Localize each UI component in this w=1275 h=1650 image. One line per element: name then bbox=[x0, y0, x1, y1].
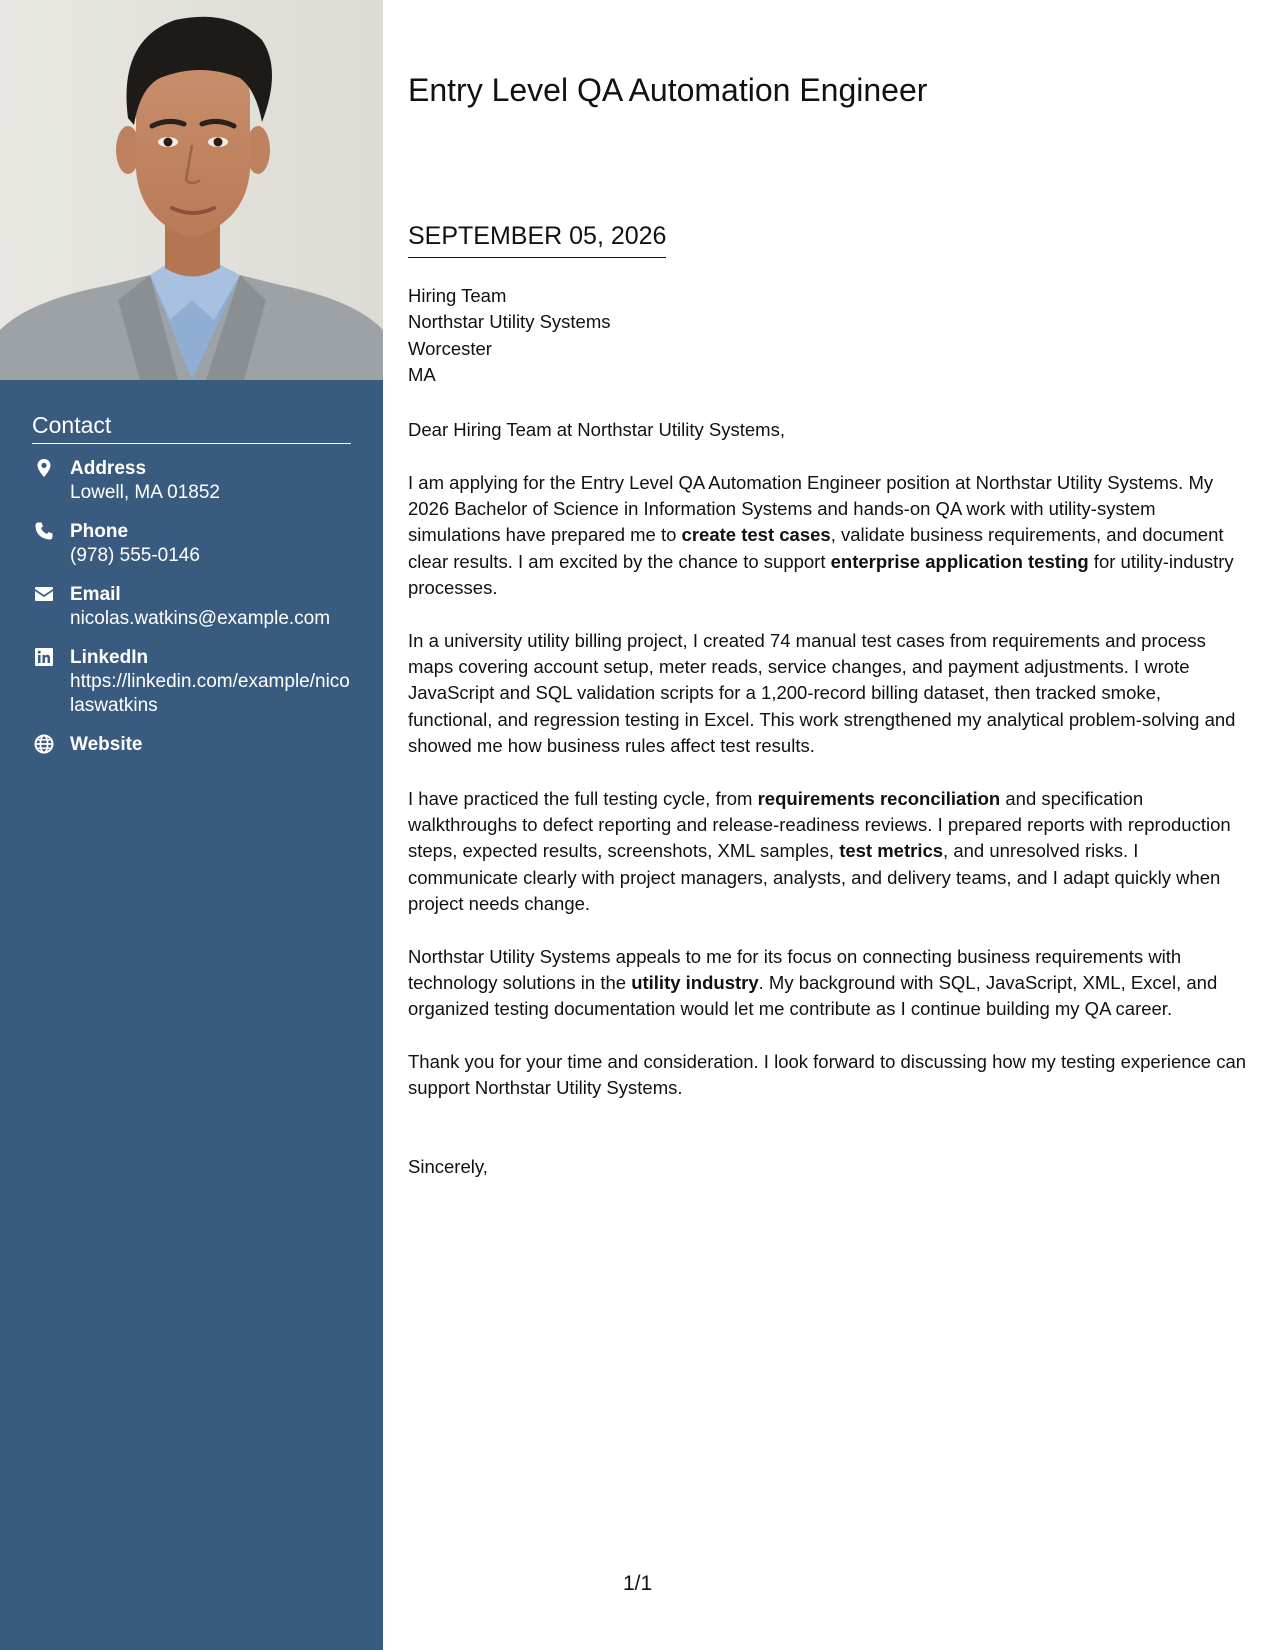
contact-linkedin bbox=[32, 646, 351, 718]
paragraph-3: I have practiced the full testing cycle, from requirements reconciliation and specification walkthroughs to defect reporting and release-readiness reviews. I prepared reports with reproduction steps, expected results, screenshots, XML samples, test metrics, and unresolved risks. I communicate clearly with project managers, analysts, and delivery teams, and I adapt quickly when project needs change. bbox=[408, 787, 1231, 914]
website-label[interactable]: Website bbox=[70, 734, 143, 755]
phone-label: Phone bbox=[70, 521, 129, 542]
letter-date: SEPTEMBER 05, 2026 bbox=[408, 222, 666, 258]
envelope-icon bbox=[32, 583, 70, 631]
recipient-block bbox=[408, 283, 611, 388]
linkedin-icon bbox=[32, 646, 70, 718]
address-label: Address bbox=[70, 458, 147, 479]
contact-website bbox=[32, 733, 351, 757]
highlight-test-metrics: test metrics bbox=[839, 840, 944, 862]
globe-icon bbox=[32, 733, 70, 757]
job-title: Entry Level QA Automation Engineer bbox=[408, 72, 928, 108]
contact-section bbox=[32, 412, 351, 772]
contact-phone bbox=[32, 520, 351, 568]
recipient-name: Hiring Team bbox=[408, 285, 507, 306]
email-label: Email bbox=[70, 584, 121, 605]
closing: Sincerely, bbox=[408, 1156, 488, 1177]
contact-heading: Contact bbox=[32, 412, 351, 444]
phone-icon bbox=[32, 520, 70, 568]
page-number: 1/1 bbox=[623, 1572, 653, 1595]
phone-value[interactable]: (978) 555-0146 bbox=[70, 545, 200, 566]
map-pin-icon bbox=[32, 457, 70, 505]
profile-photo bbox=[0, 0, 383, 380]
contact-email bbox=[32, 583, 351, 631]
paragraph-2: In a university utility billing project, I created 74 manual test cases from requirements and process maps covering account setup, meter reads, service changes, and payment adjustments. I wrote JavaScript and SQL validation scripts for a 1,200-record billing dataset, then tracked smoke, functional, and regression testing in Excel. This work strengthened my analytical problem-solving and showed me how business rules affect test results. bbox=[408, 629, 1236, 756]
highlight-enterprise-application-testing: enterprise application testing bbox=[830, 550, 1089, 572]
paragraph-4: Northstar Utility Systems appeals to me for its focus on connecting business requirements with technology solutions in the utility industry. My background with SQL, JavaScript, XML, Excel, and organized testing documentation would let me contribute as I continue building my QA career. bbox=[408, 945, 1218, 1020]
recipient-company: Northstar Utility Systems bbox=[408, 311, 611, 333]
email-value[interactable]: nicolas.watkins@example.com bbox=[70, 608, 331, 629]
address-value: Lowell, MA 01852 bbox=[70, 482, 220, 503]
highlight-requirements-reconciliation: requirements reconciliation bbox=[757, 787, 1001, 809]
linkedin-value[interactable]: https://linkedin.com/example/nicolaswatkins bbox=[70, 671, 350, 716]
paragraph-5: Thank you for your time and consideration. I look forward to discussing how my testing experience can support Northstar Utility Systems. bbox=[408, 1051, 1247, 1099]
letter-body bbox=[408, 417, 1248, 1128]
recipient-city: Worcester bbox=[408, 337, 492, 359]
highlight-create-test-cases: create test cases bbox=[681, 524, 831, 546]
recipient-state: MA bbox=[408, 363, 436, 385]
highlight-utility-industry: utility industry bbox=[631, 972, 759, 994]
paragraph-1: I am applying for the Entry Level QA Automation Engineer position at Northstar Utility Systems. My 2026 Bachelor of Science in Information Systems and hands-on QA work with utility-system simulations have prepared me to create test cases, validate business requirements, and document clear results. I am excited by the chance to support enterprise application testing for utility-industry processes. bbox=[408, 471, 1234, 598]
sidebar bbox=[0, 0, 383, 1650]
salutation: Dear Hiring Team at Northstar Utility Systems, bbox=[408, 419, 785, 440]
contact-address bbox=[32, 457, 351, 505]
linkedin-label: LinkedIn bbox=[70, 647, 149, 668]
